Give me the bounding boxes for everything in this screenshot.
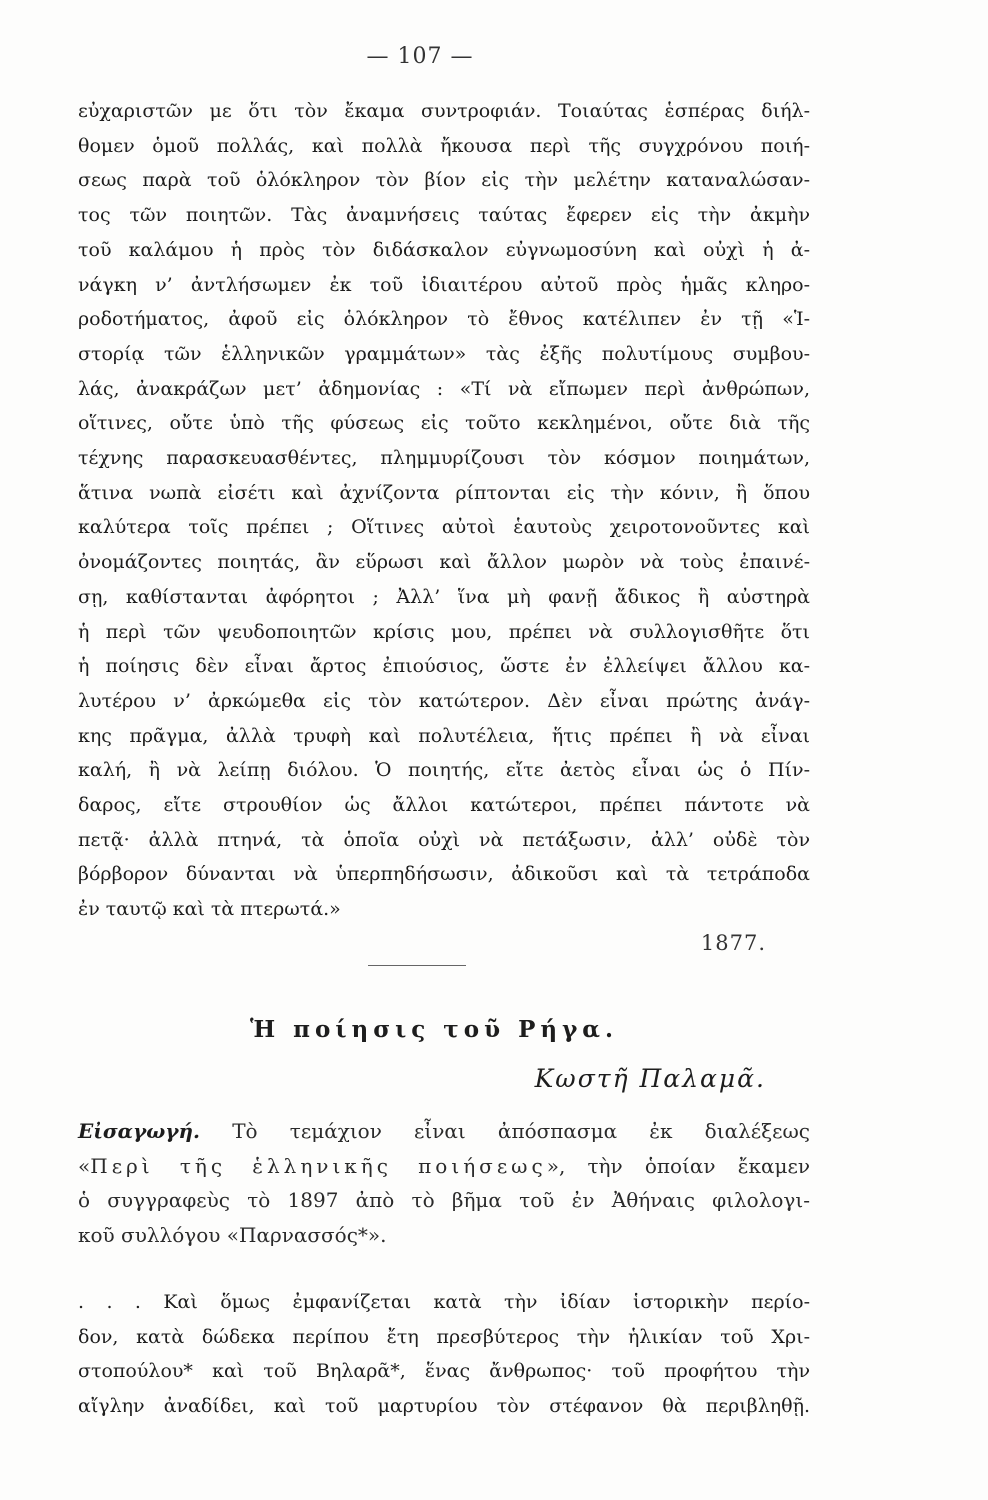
introduction-note xyxy=(78,1114,810,1253)
body-line: στοπούλου* καὶ τοῦ Βηλαρᾶ*, ἕνας ἄνθρωπος· τοῦ προφήτου τὴν xyxy=(78,1360,810,1383)
body-line: αἴγλην ἀναδίδει, καὶ τοῦ μαρτυρίου τὸν στέφανον θὰ περιβληθῇ. xyxy=(78,1395,810,1418)
paragraph-line: νάγκη ν’ ἀντλήσωμεν ἐκ τοῦ ἰδιαιτέρου αὐτοῦ πρὸς ἡμᾶς κληρο- xyxy=(78,273,810,296)
body-line: δον, κατὰ δώδεκα περίπου ἔτη πρεσβύτερος τὴν ἡλικίαν τοῦ Χρι- xyxy=(78,1325,810,1348)
paragraph-line: λάς, ἀνακράζων μετ’ ἀδημονίας : «Τί νὰ εἴπωμεν περὶ ἀνθρώπων, xyxy=(78,377,810,400)
intro-line: κοῦ συλλόγου «Παρνασσός*». xyxy=(78,1223,387,1248)
paragraph-line: καλή, ἢ νὰ λείπῃ διόλου. Ὁ ποιητής, εἴτε ἀετὸς εἶναι ὡς ὁ Πίν- xyxy=(78,759,810,782)
paragraph-line: σῃ, καθίστανται ἀφόρητοι ; Ἀλλ’ ἵνα μὴ φανῇ ἄδικος ἢ αὐστηρὰ xyxy=(78,585,810,608)
paragraph-line: τοῦ καλάμου ἡ πρὸς τὸν διδάσκαλον εὐγνωμοσύνη καὶ οὐχὶ ἡ ἀ- xyxy=(78,238,810,261)
lecture-title: Περὶ τῆς ἑλληνικῆς ποιήσεως xyxy=(90,1153,547,1178)
date-line: 1877. xyxy=(700,931,766,955)
section-heading: Ἡ ποίησις τοῦ Ρήγα. xyxy=(250,1016,618,1043)
paragraph-line: ἡ ποίησις δὲν εἶναι ἄρτος ἐπιούσιος, ὥστε ἐν ἐλλείψει ἄλλου κα- xyxy=(78,655,810,678)
paragraph-line: τος τῶν ποιητῶν. Τὰς ἀναμνήσεις ταύτας ἔφερεν εἰς τὴν ἀκμὴν xyxy=(78,204,810,227)
intro-text: », τὴν ὁποίαν ἔκαμεν xyxy=(546,1153,810,1178)
paragraph-line: ροδοτήματος, ἀφοῦ εἰς ὁλόκληρον τὸ ἔθνος κατέλιπεν ἐν τῇ «Ἱ- xyxy=(78,308,810,331)
author-name: Κωστῆ Παλαμᾶ. xyxy=(534,1064,766,1093)
closing-paragraph xyxy=(78,94,810,927)
paragraph-line: βόρβορον δύνανται νὰ ὑπερπηδήσωσιν, ἀδικοῦσι καὶ τὰ τετράποδα xyxy=(78,863,810,886)
intro-line xyxy=(78,1149,810,1184)
quote-open: « xyxy=(78,1153,91,1178)
paragraph-line: δαρος, εἴτε στρουθίον ὡς ἄλλοι κατώτεροι, πρέπει πάντοτε νὰ xyxy=(78,794,810,817)
paragraph-line: ἐν ταυτῷ καὶ τὰ πτερωτά.» xyxy=(78,898,341,921)
paragraph-line: κης πρᾶγμα, ἀλλὰ τρυφὴ καὶ πολυτέλεια, ἥτις πρέπει ἢ νὰ εἶναι xyxy=(78,724,810,747)
paragraph-line: σεως παρὰ τοῦ ὁλόκληρον τὸν βίον εἰς τὴν μελέτην καταναλώσαν- xyxy=(78,169,810,192)
intro-line xyxy=(78,1114,810,1149)
paragraph-line: οἵτινες, οὔτε ὑπὸ τῆς φύσεως εἰς τοῦτο κεκλημένοι, οὔτε διὰ τῆς xyxy=(78,412,810,435)
paragraph-line: ὀνομάζοντες ποιητάς, ἂν εὕρωσι καὶ ἄλλον μωρὸν νὰ τοὺς ἐπαινέ- xyxy=(78,551,810,574)
paragraph-line: ἅτινα νωπὰ εἰσέτι καὶ ἀχνίζοντα ρίπτονται εἰς τὴν κόνιν, ἢ ὅπου xyxy=(78,481,810,504)
paragraph-line: καλύτερα τοῖς πρέπει ; Οἵτινες αὐτοὶ ἑαυτοὺς χειροτονοῦντες καὶ xyxy=(78,516,810,539)
paragraph-line: τέχνης παρασκευασθέντες, πλημμυρίζουσι τὸν κόσμον ποιημάτων, xyxy=(78,447,810,470)
intro-label: Εἰσαγωγή. xyxy=(78,1119,201,1143)
paragraph-line: λυτέρου ν’ ἀρκώμεθα εἰς τὸν κατώτερον. Δὲν εἶναι πρώτης ἀνάγ- xyxy=(78,689,810,712)
section-divider xyxy=(368,965,466,966)
intro-line: ὁ συγγραφεὺς τὸ 1897 ἀπὸ τὸ βῆμα τοῦ ἐν Ἀθήναις φιλολογι- xyxy=(78,1188,810,1213)
paragraph-line: στορίᾳ τῶν ἑλληνικῶν γραμμάτων» τὰς ἐξῆς πολυτίμους συμβου- xyxy=(78,342,810,365)
paragraph-line: πετᾷ· ἀλλὰ πτηνά, τὰ ὁποῖα οὐχὶ νὰ πετάξωσιν, ἀλλ’ οὐδὲ τὸν xyxy=(78,828,810,851)
paragraph-line: εὐχαριστῶν με ὅτι τὸν ἔκαμα συντροφιάν. Τοιαύτας ἑσπέρας διήλ- xyxy=(78,100,810,122)
body-line: . . . Καὶ ὅμως ἐμφανίζεται κατὰ τὴν ἰδίαν ἱστορικὴν περίο- xyxy=(78,1291,810,1313)
page-number: — 107 — xyxy=(366,44,474,69)
paragraph-line: θομεν ὁμοῦ πολλάς, καὶ πολλὰ ἤκουσα περὶ τῆς συγχρόνου ποιή- xyxy=(78,134,810,157)
intro-text: Τὸ τεμάχιον εἶναι ἀπόσπασμα ἐκ διαλέξεως xyxy=(232,1119,810,1143)
paragraph-line: ἡ περὶ τῶν ψευδοποιητῶν κρίσις μου, πρέπει νὰ συλλογισθῆτε ὅτι xyxy=(78,620,810,643)
excerpt-paragraph xyxy=(78,1285,810,1424)
